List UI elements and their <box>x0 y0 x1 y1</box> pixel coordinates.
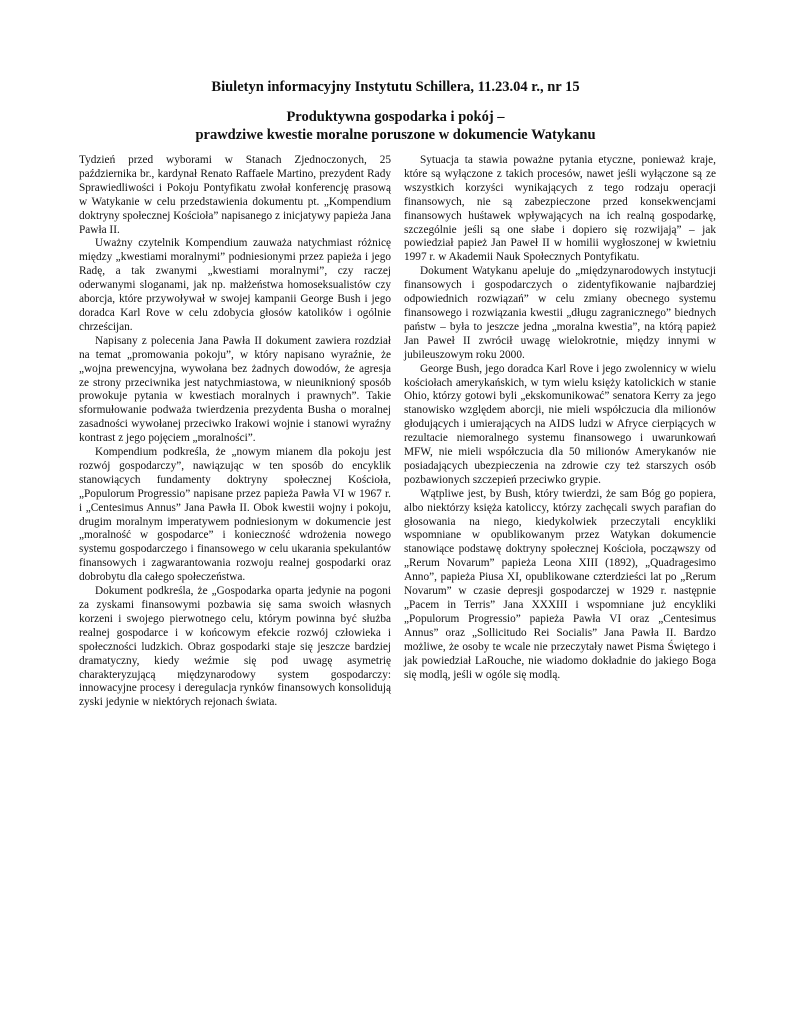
paragraph: Tydzień przed wyborami w Stanach Zjednoczonych, 25 października br., kardynał Renato Raffaele Martino, prezydent Rady Sprawiedliwości i Pokoju Pontyfikatu zwołał konferencję prasową w Watykanie w celu przedstawienia dokumentu pt. „Kompendium doktryny społecznej Kościoła” napisanego z inicjatywy papieża Jana Pawła II. <box>79 154 391 236</box>
paragraph: Napisany z polecenia Jana Pawła II dokument zawiera rozdział na temat „promowania pokoju”, w który napisano wyraźnie, że „wojna prewencyjna, wywołana bez żadnych dowodów, że agresja ze strony przeciwnika jest natychmiastowa, w nieuniknioný sposób prowokuje pytania w kwestiach moralnych i prawnych”. Takie sformułowanie podważa twierdzenia prezydenta Busha o moralnej zasadności wywołanej przeciwko Irakowi wojnie i stanowi wyraźny kontrast z jego pojęciem „moralności”. <box>79 334 391 445</box>
paragraph: Uważny czytelnik Kompendium zauważa natychmiast różnicę między „kwestiami moralnymi” podniesionymi przez papieża i jego Radę, a tak zwanymi „kwestiami moralnymi”, czy raczej oderwanymi sloganami, jak np. małżeństwa homoseksualistów czy aborcja, które przywoływał w swojej kampanii George Bush i jego doradca Karl Rove w celu zdobycia głosów katolików i ogólnie chrześcijan. <box>79 237 391 333</box>
paragraph: Dokument Watykanu apeluje do „międzynarodowych instytucji finansowych i gospodarczych o zidentyfikowanie najbardziej odpowiednich rozwiązań” w celu zmiany obecnego systemu finansowego i rozwiązania kwestii „długu zagranicznego” biednych państw – była to jeszcze jedna „moralna kwestia”, na którą papież Jan Paweł II zwrócił uwagę wielokrotnie, między innymi w jubileuszowym roku 2000. <box>404 265 716 361</box>
article-title-line-1: Produktywna gospodarka i pokój – <box>286 109 505 125</box>
paragraph: Sytuacja ta stawia poważne pytania etyczne, ponieważ kraje, które są wyłączone z takich procesów, nawet jeśli wyłączone są ze wszystkich korzyści wynikających z tego rodzaju operacji finansowych, nie są zabezpieczone przed konsekwencjami finansowych huśtawek wpływających na ich realną gospodarkę, szczególnie jeśli są one słabe i dopiero się rozwijają” – jak powiedział papież Jan Paweł II w homilii wygłoszonej w kwietniu 1997 r. w Akademii Nauk Społecznych Pontyfikatu. <box>404 154 716 264</box>
right-column <box>404 154 716 682</box>
paragraph: Wątpliwe jest, by Bush, który twierdzi, że sam Bóg go popiera, albo niektórzy księża katoliccy, którzy zachęcali swych parafian do głosowania na niego, kiedykolwiek przeczytali encykliki wspomniane w opublikowanym przez Watykan dokumencie stanowiące podstawę doktryny społecznej Kościoła, począwszy od „Rerum Novarum” papieża Leona XIII (1892), „Quadragesimo Anno”, papieża Piusa XI, opublikowane czterdzieści lat po „Rerum Novarum” w czasie depresji gospodarczej w 1929 r. następnie „Pacem in Terris” Jana XXXIII i wspomniane już encykliki „Populorum Progressio” papieża Pawła VI oraz „Centesimus Annus” oraz „Sollicitudo Rei Socialis” Jana Pawła II. Bardzo możliwe, że osoby te wcale nie przeczytały nawet Pisma Świętego i jak powiedział LaRouche, nie wiadomo dokładnie do jakiego Boga się modlą, jeśli w ogóle się modlą. <box>404 487 716 681</box>
bulletin-header: Biuletyn informacyjny Instytutu Schillera, 11.23.04 r., nr 15 <box>211 79 580 95</box>
paragraph: Dokument podkreśla, że „Gospodarka oparta jedynie na pogoni za zyskami finansowymi pozbawia się sama swoich własnych korzeni i swojego pierwotnego celu, którym powinna być służba realnej gospodarce i w końcowym efekcie rozwój człowieka i społeczności ludzkich. Obraz gospodarki staje się jeszcze bardziej dramatyczny, kiedy weźmie się pod uwagę asymetrię charakteryzującą międzynarodowy system gospodarczy: innowacyjne procesy i deregulacja rynków finansowych konsolidują zyski jedynie w niektórych rejonach świata. <box>79 585 391 709</box>
paragraph: Kompendium podkreśla, że „nowym mianem dla pokoju jest rozwój gospodarczy”, nawiązując w ten sposób do encyklik stanowiących fundamenty doktryny społecznej Kościoła, „Populorum Progressio” napisane przez papieża Pawła VI w 1967 r. i „Centesimus Annus” Jana Pawła II. Obok kwestii wojny i pokoju, drugim moralnym imperatywem podniesionym w dokumencie jest „moralność w gospodarce” i konieczność wdrożenia nowego systemu gospodarczego i finansowego w celu ukarania spekulantów finansowych i zagwarantowania rozwoju realnej gospodarki oraz dobrobytu dla całego społeczeństwa. <box>79 446 391 584</box>
article-title <box>60 108 731 144</box>
paragraph: George Bush, jego doradca Karl Rove i jego zwolennicy w wielu kościołach amerykańskich, w tym wielu księży katolickich w stanie Ohio, którzy gotowi byli „ekskomunikować” senatora Kerry za jego stanowisko względem aborcji, nie mieli współczucia dla milionów głodujących i umierających na AIDS ludzi w Afryce cierpiących w rezultacie niemoralnego systemu finansowego i uwarunkowań MFW, nie mieli współczucia dla 50 milionów Amerykanów nie posiadających ubezpieczenia na zdrowie czy też starszych osób pozbawionych szczepień przeciwko grypie. <box>404 362 716 486</box>
article-title-line-2: prawdziwe kwestie moralne poruszone w dokumencie Watykanu <box>195 127 596 143</box>
left-column <box>79 154 391 710</box>
